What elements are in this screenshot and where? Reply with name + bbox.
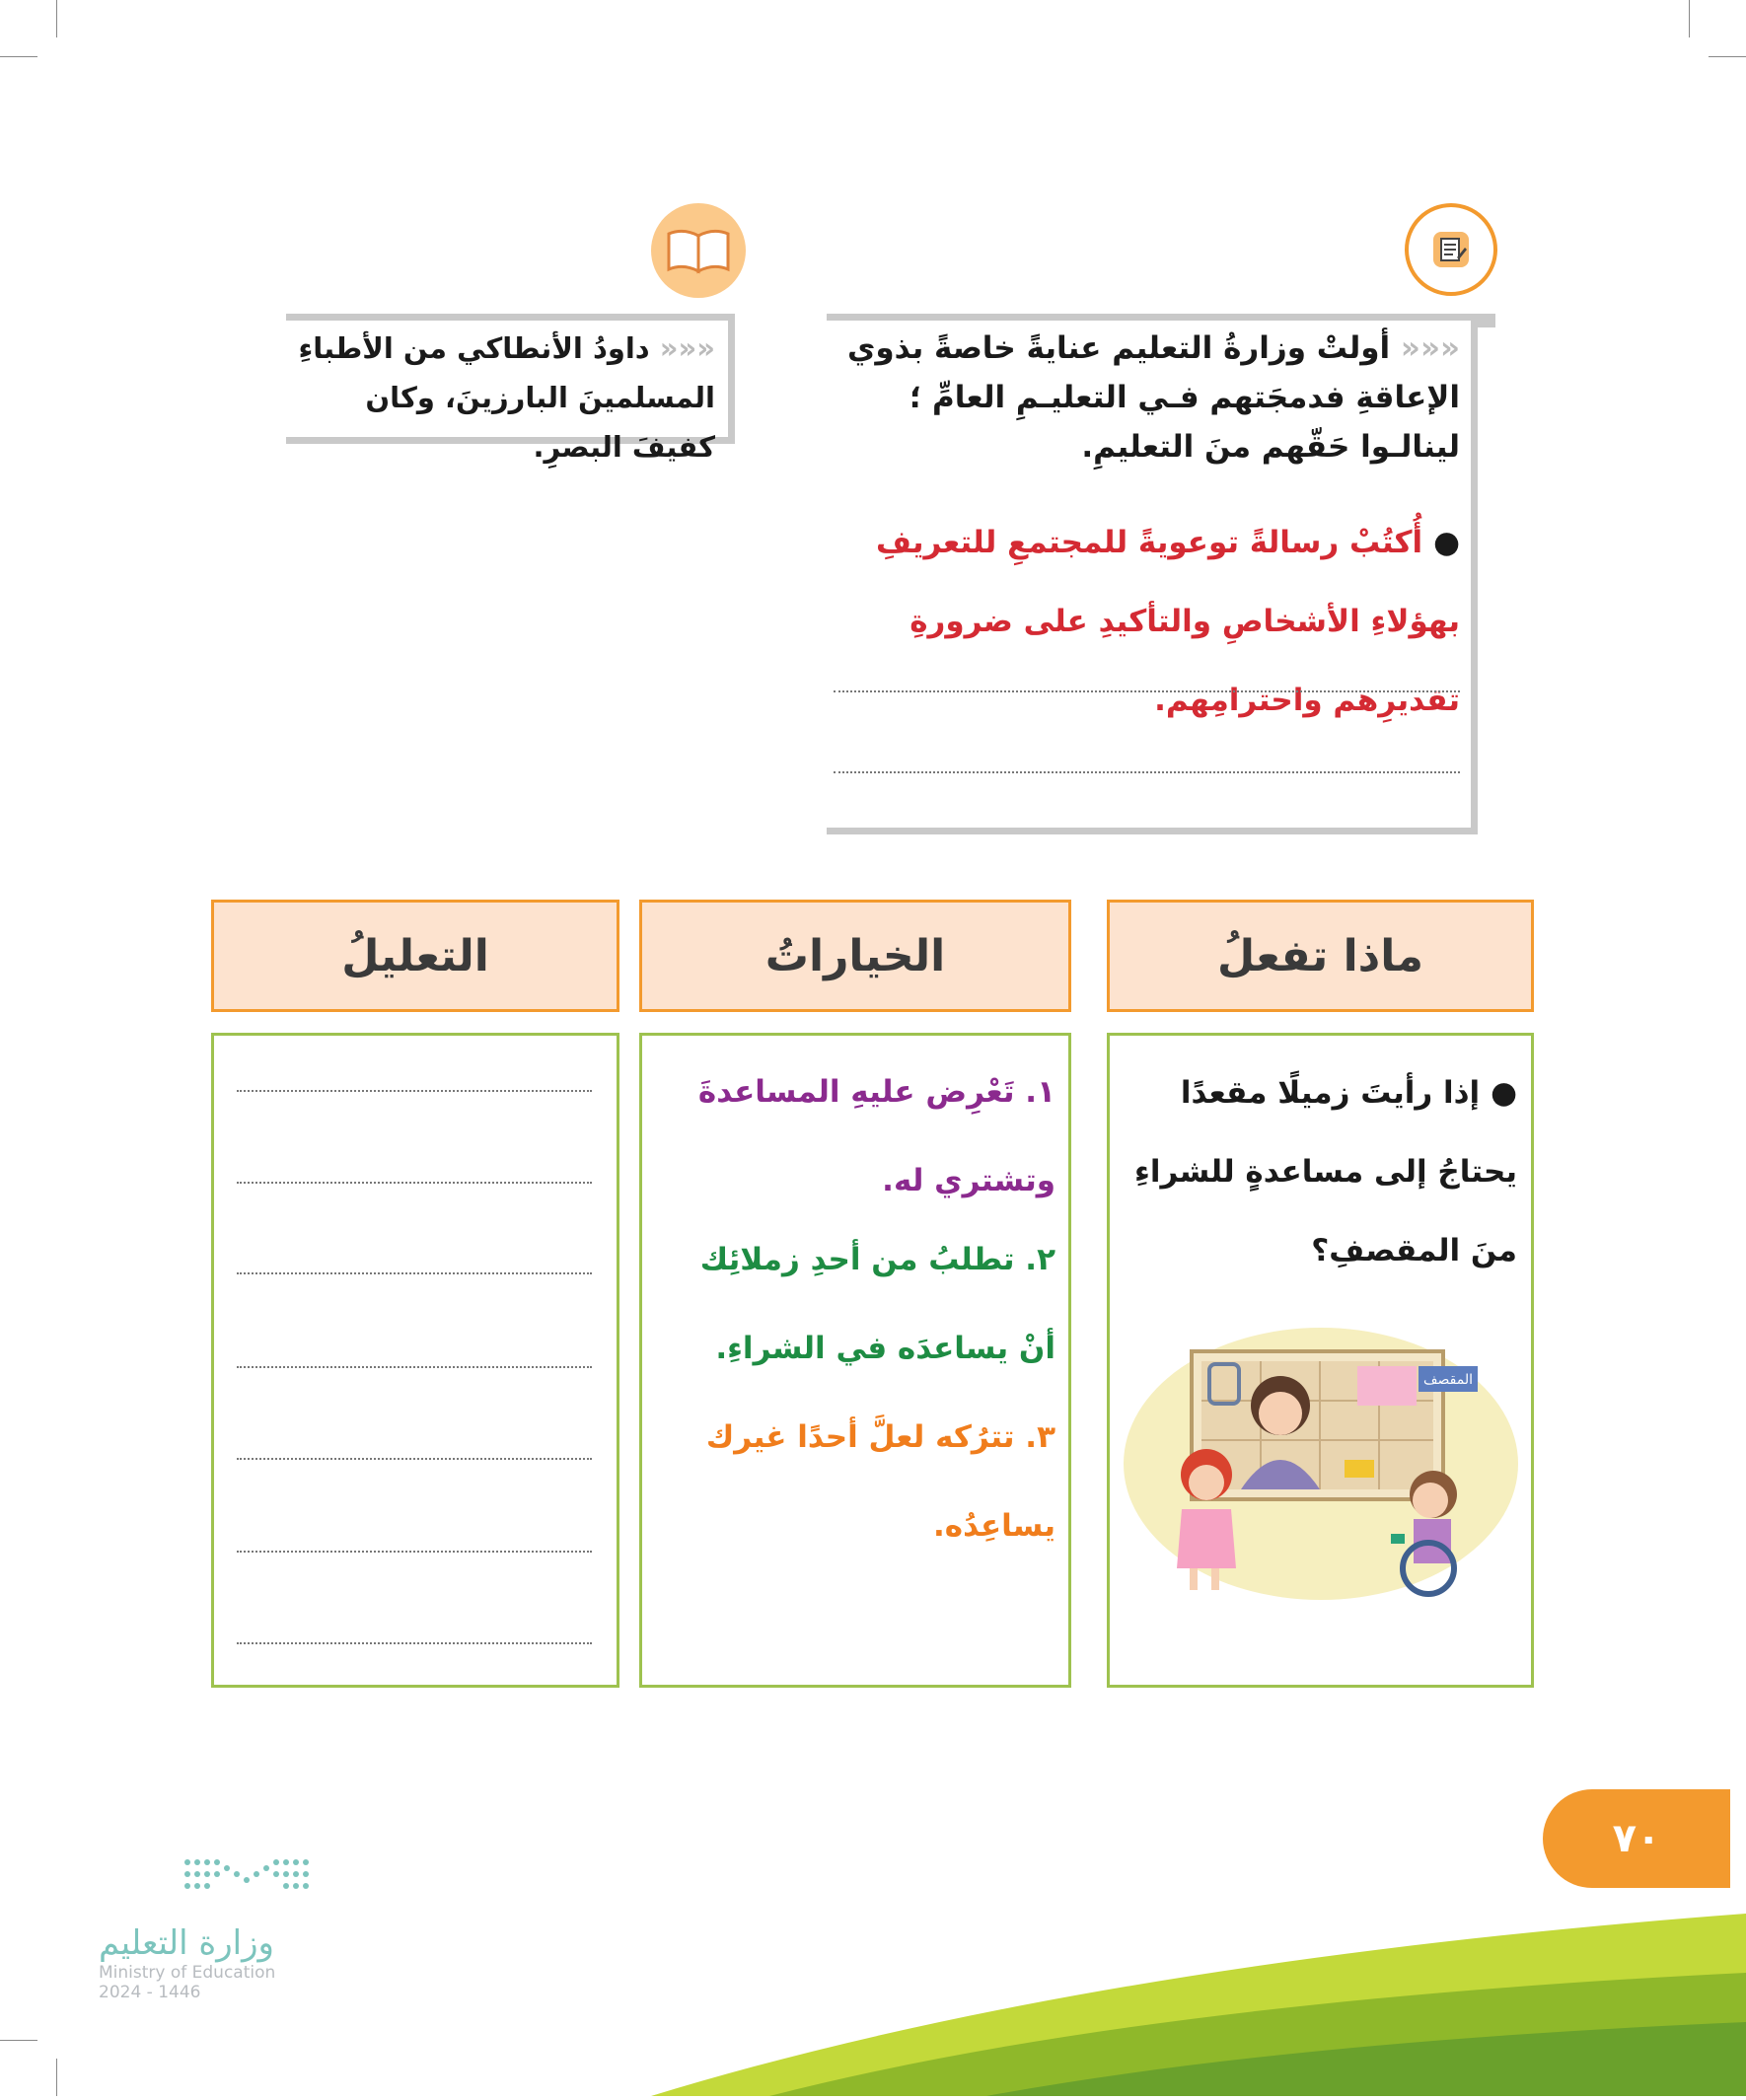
info-text: داودُ الأنطاكي من الأطباءِ المسلمينَ البارزينَ، وكان كفيفَ البصرِ. [298,331,715,464]
reason-line[interactable] [237,1182,592,1184]
awareness-note [829,324,1460,471]
reason-line[interactable] [237,1458,592,1460]
task-text: أُكتُبْ رسالةً توعويةً للمجتمعِ للتعريفِ بهؤلاءِ الأشخاصِ والتأكيدِ على ضرورةِ تقديرِهم واحترامِهم. [875,525,1460,718]
header-what-to-do: ماذا تفعلُ [1107,900,1534,1012]
logo-dots-icon [99,1854,355,1904]
ministry-name-ar: وزارة التعليم [99,1923,274,1963]
info-note [286,324,715,471]
ministry-logo [99,1854,355,2012]
option-3: ٣. تترُكه لعلَّ أحدًا غيرك يساعِدُه. [705,1419,1055,1544]
crop-mark [1709,56,1746,57]
note-corner [1476,314,1495,327]
quote-marks-icon: ««« [659,331,715,365]
reasoning-cell [211,1033,619,1688]
canteen-illustration [1123,1327,1519,1601]
note-text: أولتْ وزارةُ التعليم عنايةً خاصةً بذوي الإعاقةِ فدمجَتهم فـي التعليـمِ العامِّ ؛ لينالـوا حَقّهم منَ التعليمِ. [847,330,1460,465]
book-icon [651,203,746,298]
question [1125,1053,1517,1290]
crop-mark [1689,0,1690,37]
page-number: ٧٠ [1612,1816,1661,1861]
ministry-name-en: Ministry of Education [99,1963,276,1983]
answer-line[interactable] [834,690,1460,692]
bullet-icon: ● [1432,525,1460,560]
crop-mark [0,56,37,57]
option-2: ٢. تطلبُ من أحدِ زملائِك أنْ يساعدَه في الشراءِ. [699,1242,1055,1366]
header-options: الخياراتُ [639,900,1071,1012]
question-text: إذا رأيتَ زميلًا مقعدًا يحتاجُ إلى مساعدةٍ للشراءِ منَ المقصفِ؟ [1134,1075,1517,1268]
canteen-sign: المقصف [1423,1372,1473,1388]
reason-line[interactable] [237,1551,592,1553]
writing-task [819,503,1460,740]
reason-line[interactable] [237,1272,592,1274]
option-1: ١. تَعْرِض عليهِ المساعدةَ وتشتري له. [697,1074,1055,1198]
answer-line[interactable] [834,771,1460,773]
ministry-year: 2024 - 1446 [99,1983,201,2002]
reason-line[interactable] [237,1366,592,1368]
reason-line[interactable] [237,1090,592,1092]
note-icon [1405,203,1497,296]
header-reasoning: التعليلُ [211,900,619,1012]
bullet-icon: ● [1490,1075,1517,1111]
reason-line[interactable] [237,1642,592,1644]
quote-marks-icon: ««« [1400,330,1460,366]
crop-mark [56,0,57,37]
